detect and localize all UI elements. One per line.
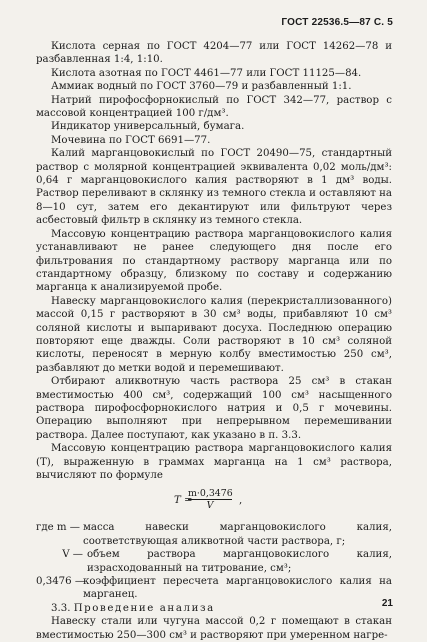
definition-text: масса навески марганцовокислого калия, соответствующая аликвотной части раствора, г; <box>83 522 392 547</box>
paragraph: Индикатор универсальный, бумага. <box>51 121 245 133</box>
page-header: ГОСТ 22536.5—87 С. 5 <box>281 17 393 28</box>
definition-item <box>36 548 392 575</box>
paragraph: Отбирают аликвотную часть раствора 25 см³ в стакан вместимостью 400 см³, содержащий 100 см³ насыщенного раствора пирофосфорнокислого натрия и 0,5 г мочевины. Операцию выполняют при непрерывном перемешивании раствора. Далее поступают, как указано в п. 3.3. <box>36 376 392 441</box>
paragraph: Натрий пирофосфорнокислый по ГОСТ 342—77, раствор с массовой концентрацией 100 г/дм³. <box>36 94 392 120</box>
paragraph: Кислота серная по ГОСТ 4204—77 или ГОСТ 14262—78 и разбавленная 1:4, 1:10. <box>36 41 392 66</box>
section-heading <box>36 602 392 615</box>
formula <box>36 488 392 514</box>
section-number: 3.3. <box>51 602 71 614</box>
paragraph: Навеску стали или чугуна массой 0,2 г помещают в стакан вместимостью 250—300 см³ и растворяют при умеренном нагре- <box>36 616 392 641</box>
document-body <box>36 40 392 642</box>
formula-denominator: V <box>206 500 214 512</box>
formula-lhs: T = <box>174 495 193 507</box>
paragraph: Кислота азотная по ГОСТ 4461—77 или ГОСТ 11125—84. <box>51 67 362 79</box>
paragraph: Массовую концентрацию раствора марганцовокислого калия (T), выраженную в граммах марганца на 1 см³ раствора, вычисляют по формуле <box>36 443 392 481</box>
formula-numerator: m·0,3476 <box>188 488 233 500</box>
formula-fraction <box>188 488 232 511</box>
definitions-list <box>36 521 392 601</box>
paragraph: Навеску марганцовокислого калия (перекристаллизованного) массой 0,15 г растворяют в 30 см³ воды, прибавляют 10 см³ соляной кислоты и выпаривают досуха. Последнюю операцию повторяют еще дважды. Соли растворяют в 10 см³ соляной кислоты, переносят в мерную колбу вместимостью 250 см³, разбавляют до метки водой и перемешивают. <box>36 295 392 374</box>
paragraph: Массовую концентрацию раствора марганцовокислого калия устанавливают не ранее следующего дня после его фильтрования по стандартному раствору марганца или по стандартному образцу, близкому по составу и содержанию марганца к анализируемой пробе. <box>36 228 392 294</box>
definition-symbol: 0,3476 — <box>36 576 86 588</box>
page-number: 21 <box>381 598 393 609</box>
section-title: Проведение анализа <box>73 602 215 614</box>
definition-text: объем раствора марганцовокислого калия, израсходованный на титрование, см³; <box>87 549 392 574</box>
paragraph: Мочевина по ГОСТ 6691—77. <box>51 134 211 146</box>
formula-tail: , <box>239 495 243 507</box>
paragraph: Аммиак водный по ГОСТ 3760—79 и разбавленный 1:1. <box>51 81 352 93</box>
definition-symbol: где m — <box>36 522 80 534</box>
definition-item <box>36 575 392 602</box>
definition-item <box>36 521 392 548</box>
definition-text: коэффициент пересчета марганцовокислого калия на марганец. <box>83 576 392 601</box>
definition-symbol: V — <box>62 549 83 561</box>
paragraph: Калий марганцовокислый по ГОСТ 20490—75, стандартный раствор с молярной концентрацией эквивалента 0,02 моль/дм³: 0,64 г марганцовокислого калия растворяют в 1 дм³ воды. Раствор переливают в склянку из темного стекла и оставляют на 8—10 сут, затем его декантируют или фильтруют через асбестовый фильтр в склянку из темного стекла. <box>36 148 392 227</box>
